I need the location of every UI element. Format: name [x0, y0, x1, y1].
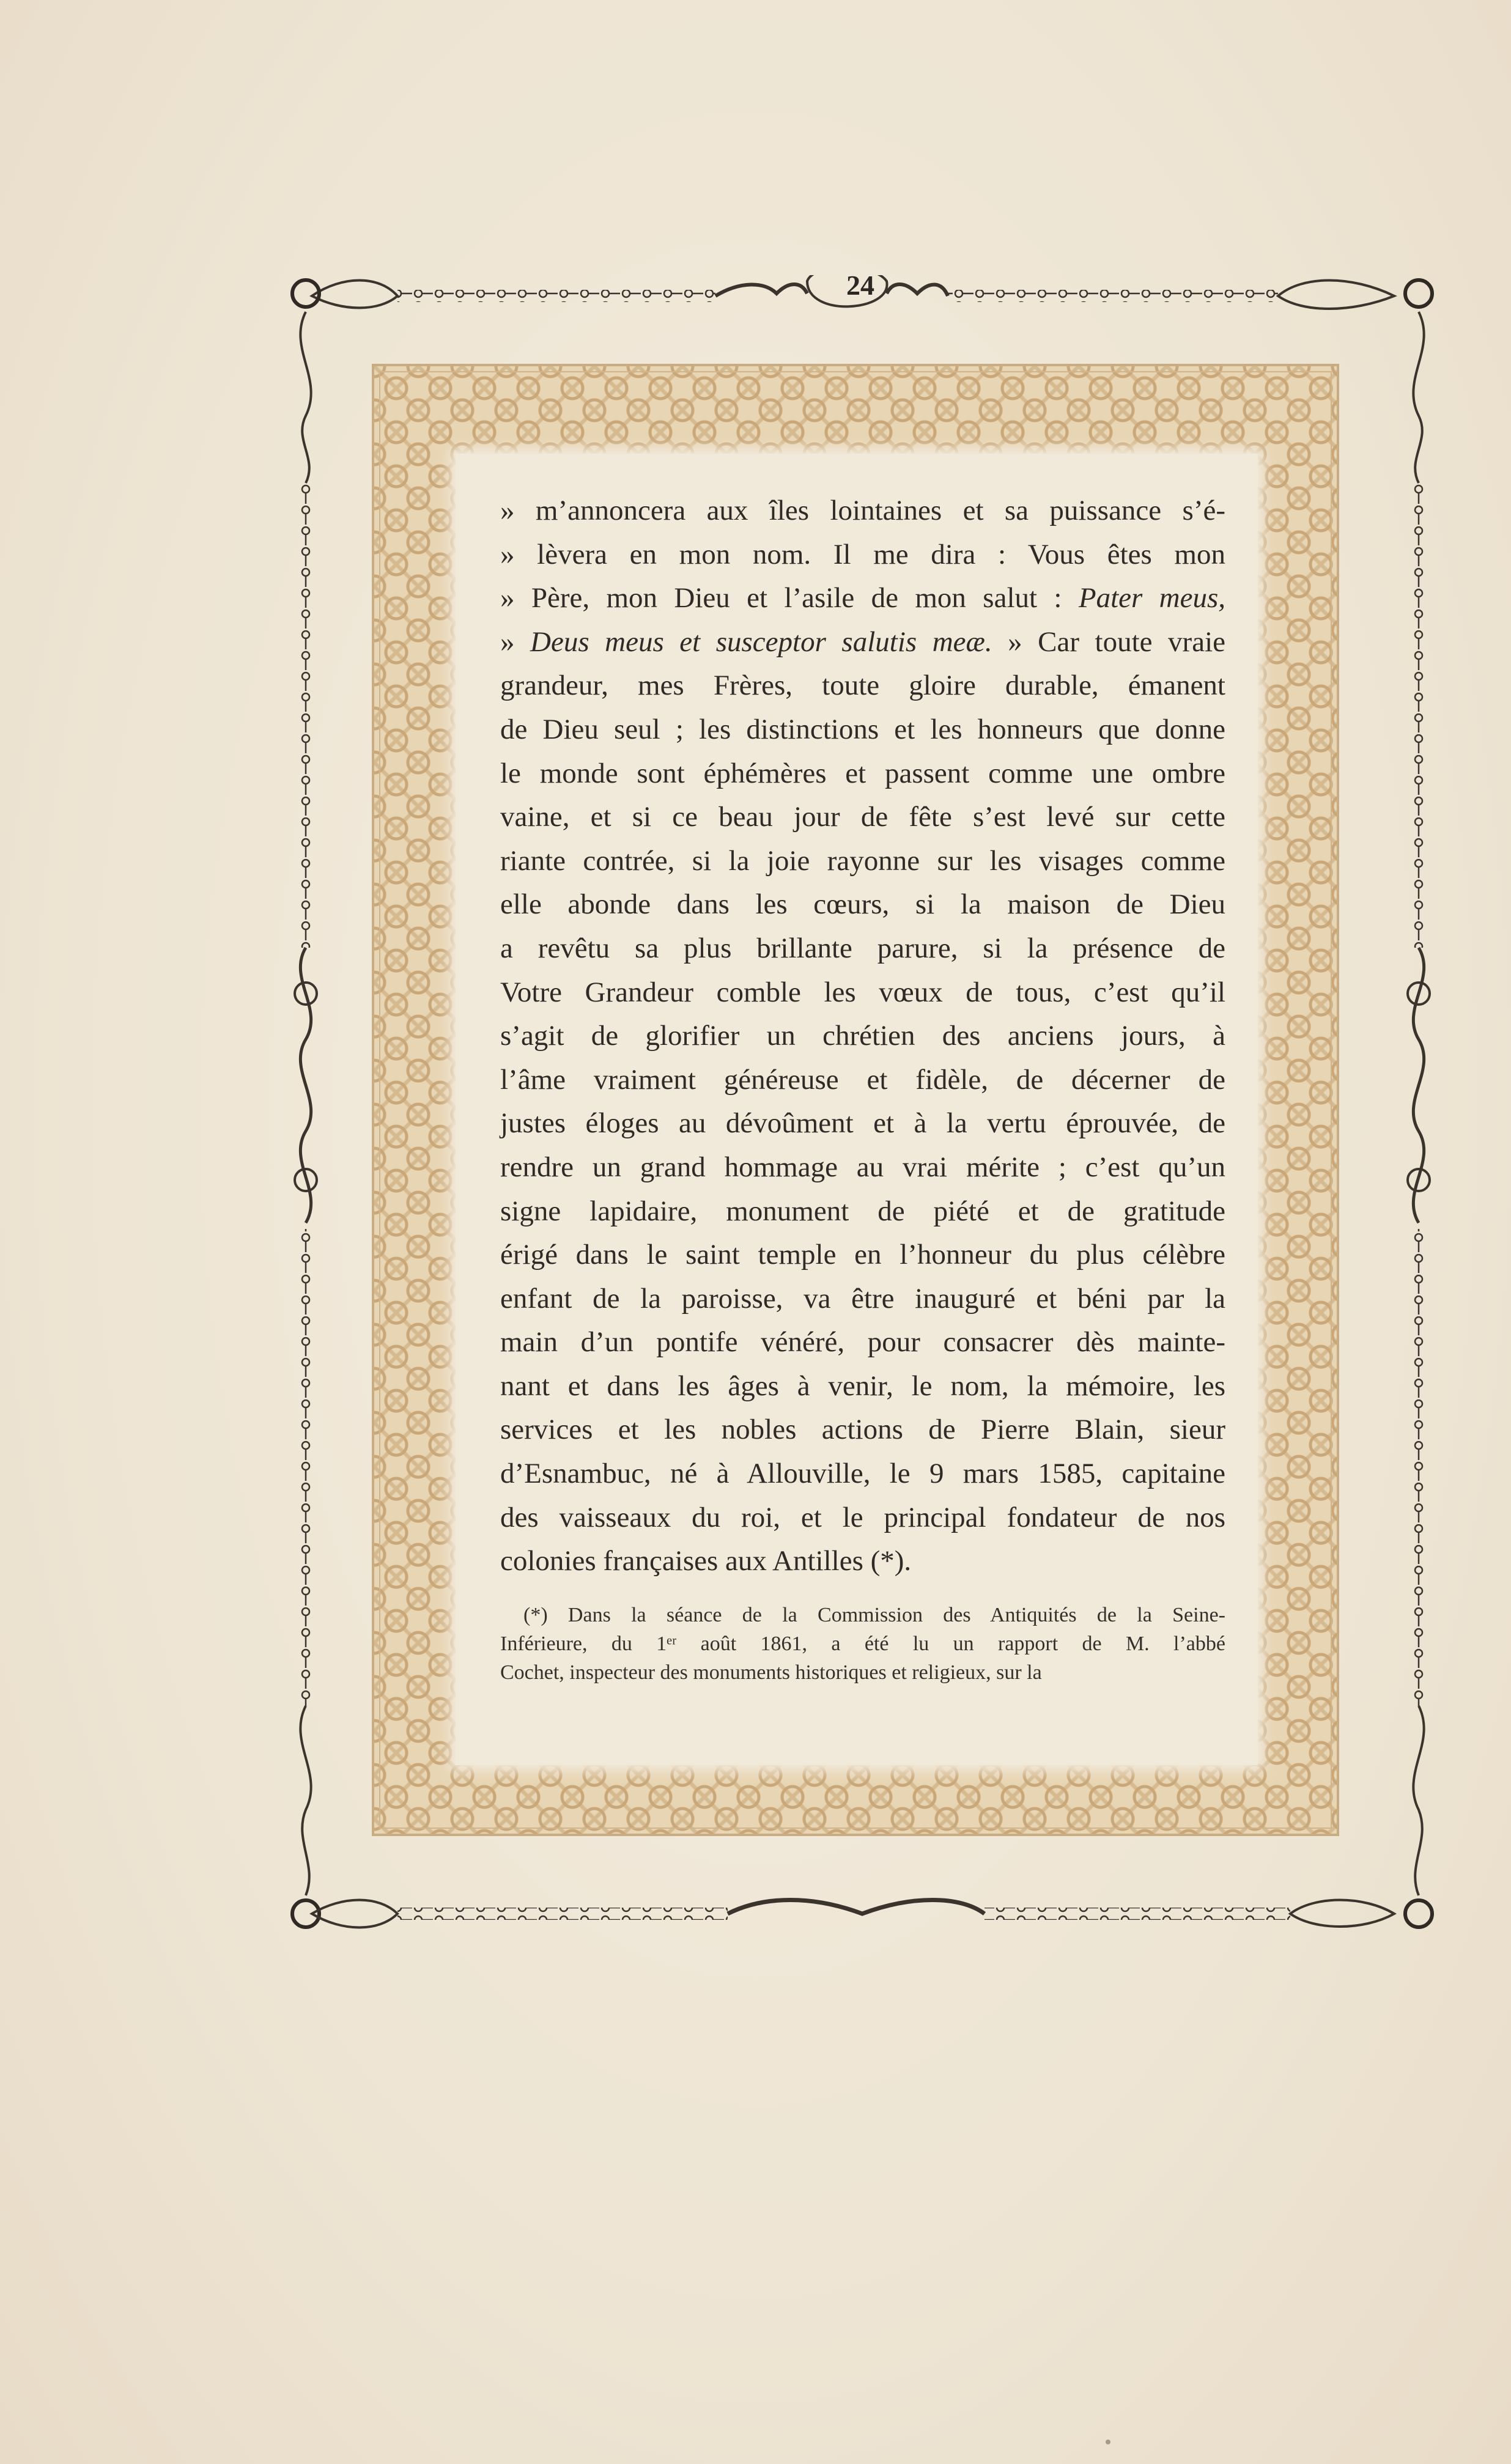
- body-line: [500, 795, 1225, 839]
- text-run: rendre un grand hommage au vrai mérite ; c’est qu’un: [500, 1151, 1225, 1183]
- body-text: [500, 489, 1225, 1584]
- paper-speck: [1106, 2440, 1110, 2444]
- body-line: [500, 839, 1225, 883]
- body-line: [500, 1321, 1225, 1365]
- text-run: le monde sont éphémères et passent comme une ombre: [500, 757, 1225, 789]
- text-run: des vaisseaux du roi, et le principal fondateur de nos: [500, 1501, 1225, 1533]
- latin-quote: Pater meus,: [1078, 582, 1226, 614]
- body-line: [500, 883, 1225, 927]
- body-line: [500, 577, 1225, 621]
- text-run: d’Esnambuc, né à Allouville, le 9 mars 1585, capitaine: [500, 1458, 1225, 1490]
- text-run: grandeur, mes Frères, toute gloire durable, émanent: [500, 669, 1225, 702]
- text-run: a revêtu sa plus brillante parure, si la présence de: [500, 932, 1225, 964]
- body-line: [500, 971, 1225, 1015]
- text-run: enfant de la paroisse, va être inauguré et béni par la: [500, 1282, 1225, 1315]
- body-line: [500, 533, 1225, 577]
- text-run: main d’un pontife vénéré, pour consacrer dès mainte-: [500, 1326, 1225, 1359]
- footnote-line: (*) Dans la séance de la Commission des Antiquités de la Seine-: [523, 1604, 1225, 1626]
- text-run: l’âme vraiment généreuse et fidèle, de décerner de: [500, 1063, 1225, 1096]
- text-run: » Père, mon Dieu et l’asile de mon salut :: [500, 582, 1079, 614]
- text-run: s’agit de glorifier un chrétien des anciens jours, à: [500, 1020, 1225, 1052]
- body-line: [500, 752, 1225, 796]
- latin-quote: Deus meus et susceptor salutis meæ.: [530, 625, 992, 658]
- body-line: [500, 1452, 1225, 1496]
- body-line: [500, 1365, 1225, 1409]
- text-run: »: [500, 625, 531, 658]
- body-line: [500, 1408, 1225, 1452]
- body-line: [500, 1190, 1225, 1234]
- body-line: [500, 1540, 1225, 1584]
- page-number: 24: [846, 269, 874, 301]
- body-line: [500, 489, 1225, 533]
- text-run: » Car toute vraie: [992, 625, 1225, 658]
- body-line: [500, 708, 1225, 752]
- body-line: [500, 1146, 1225, 1190]
- body-line: [500, 1233, 1225, 1277]
- body-line: [500, 1014, 1225, 1058]
- footnote: [500, 1601, 1225, 1687]
- body-line: [500, 664, 1225, 708]
- body-line: [500, 927, 1225, 971]
- body-line: [500, 1102, 1225, 1146]
- text-run: » m’annoncera aux îles lointaines et sa puissance s’é-: [500, 495, 1225, 526]
- body-line: [500, 621, 1225, 665]
- text-run: colonies françaises aux Antilles (*).: [500, 1545, 912, 1577]
- text-run: elle abonde dans les cœurs, si la maison de Dieu: [500, 888, 1225, 921]
- text-run: riante contrée, si la joie rayonne sur les visages comme: [500, 844, 1225, 877]
- footnote-line: Cochet, inspecteur des monuments historiques et religieux, sur la: [500, 1661, 1042, 1684]
- text-run: érigé dans le saint temple en l’honneur du plus célèbre: [500, 1239, 1225, 1271]
- text-run: services et les nobles actions de Pierre Blain, sieur: [500, 1414, 1225, 1446]
- text-run: signe lapidaire, monument de piété et de gratitude: [500, 1195, 1225, 1227]
- body-line: [500, 1277, 1225, 1321]
- body-line: [500, 1496, 1225, 1540]
- text-run: de Dieu seul ; les distinctions et les honneurs que donne: [500, 713, 1225, 745]
- text-run: » lèvera en mon nom. Il me dira : Vous êtes mon: [500, 538, 1225, 570]
- text-run: nant et dans les âges à venir, le nom, la mémoire, les: [500, 1370, 1225, 1402]
- text-run: Votre Grandeur comble les vœux de tous, c’est qu’il: [500, 976, 1225, 1008]
- text-run: vaine, et si ce beau jour de fête s’est levé sur cette: [500, 801, 1225, 833]
- text-run: justes éloges au dévoûment et à la vertu éprouvée, de: [500, 1107, 1225, 1140]
- body-line: [500, 1058, 1225, 1102]
- footnote-line: Inférieure, du 1ᵉʳ août 1861, a été lu un rapport de M. l’abbé: [500, 1632, 1225, 1655]
